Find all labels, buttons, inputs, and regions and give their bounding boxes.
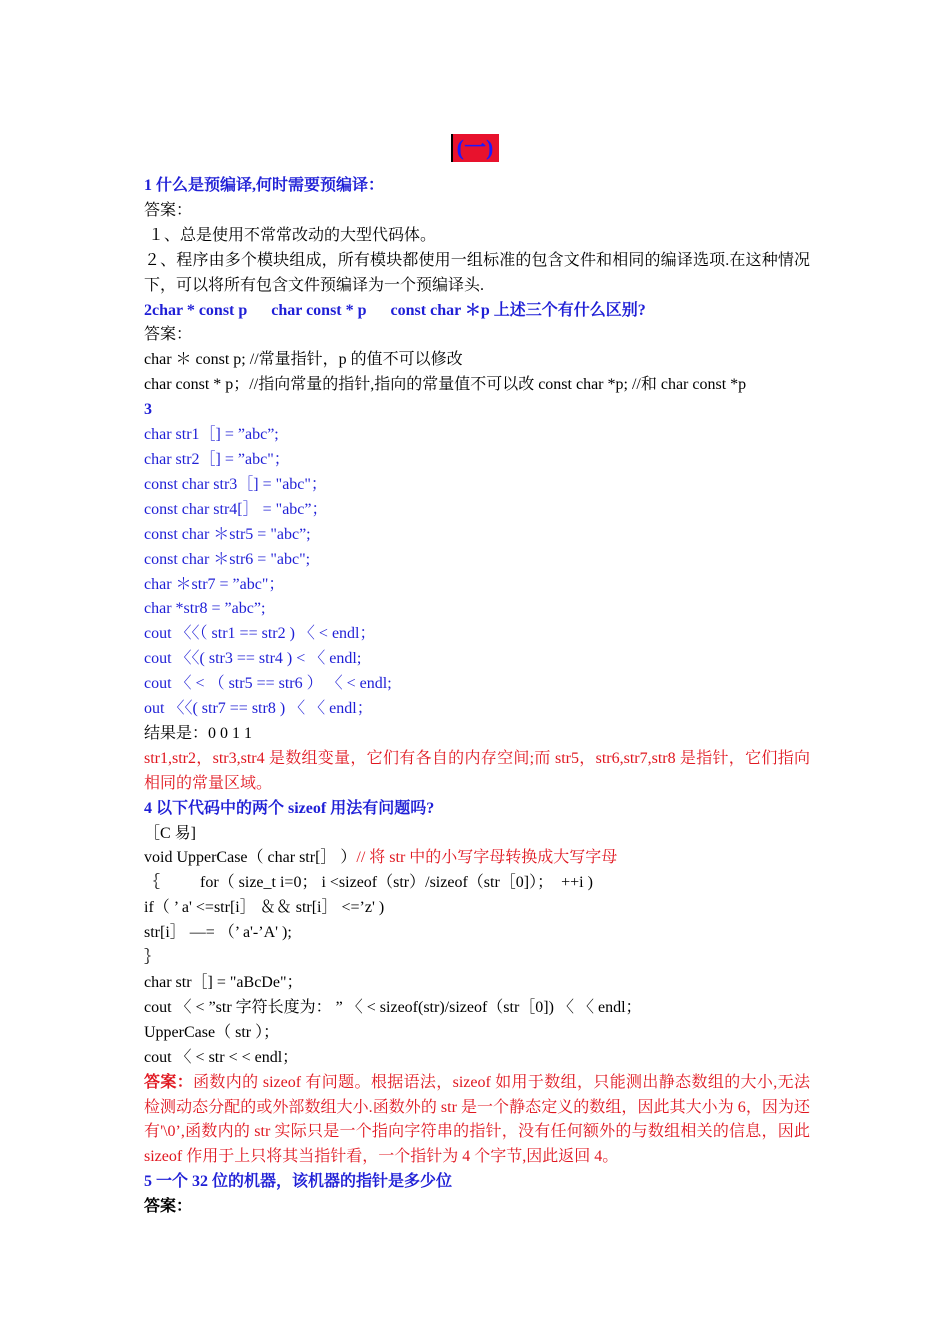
document-body bbox=[144, 174, 810, 1220]
question-2: 2char * const p char const * p const char ＊p 上述三个有什么区别? bbox=[144, 301, 646, 319]
question-3: 3 bbox=[144, 401, 152, 419]
code-line: char str2［] = ”abc"； bbox=[144, 450, 290, 468]
code-line: const char ＊str6 = "abc"; bbox=[144, 550, 311, 568]
code-line: cout 〈 < （ str5 == str6 ） 〈 < endl; bbox=[144, 675, 392, 693]
code-line: const char str4[］ = "abc”； bbox=[144, 500, 328, 518]
code-line: if（ ’ a' <=str[i］ ＆＆ str[i］ <=’z' ) bbox=[144, 899, 385, 917]
code-line: char ＊str7 = ”abc"； bbox=[144, 575, 285, 593]
code-line: cout 〈 < str < < endl； bbox=[144, 1048, 299, 1066]
code-line: str[i］ —= （’ a'-’A' ); bbox=[144, 924, 292, 942]
explanation-3: str1,str2，str3,str4 是数组变量，它们有各自的内存空间;而 str5，str6,str7,str8 是指针，它们指向相同的常量区域。 bbox=[144, 749, 810, 792]
answer-2-line-1: char ＊ const p; //常量指针，p 的值不可以修改 bbox=[144, 351, 463, 369]
code-line: const char str3［] = "abc"； bbox=[144, 475, 327, 493]
code-line: char str1［] = ”abc”; bbox=[144, 426, 279, 444]
answer-label-4: 答案： bbox=[144, 1073, 194, 1091]
answer-1-item-1: １、总是使用不常常改动的大型代码体。 bbox=[144, 226, 437, 244]
code-line: UpperCase（ str ）； bbox=[144, 1023, 280, 1041]
signature-code: void UpperCase（ char str[］ ） bbox=[144, 849, 357, 867]
answer-2-line-2: char const * p；//指向常量的指针,指向的常量值不可以改 const char *p; //和 char const *p bbox=[144, 376, 747, 394]
difficulty-tag: ［C 易] bbox=[144, 824, 197, 842]
title-container bbox=[0, 134, 950, 162]
function-signature bbox=[144, 846, 810, 871]
code-line: const char ＊str5 = "abc”; bbox=[144, 525, 311, 543]
code-line: ｛ for（ size_t i=0； i <sizeof（str）/sizeof（str［0]）； ++i ) bbox=[144, 874, 593, 892]
code-line: cout 〈 < ”str 字符长度为： ” 〈 < sizeof(str)/sizeof（str［0]) 〈 〈 endl； bbox=[144, 998, 642, 1016]
result-line: 结果是：0 0 1 1 bbox=[144, 724, 253, 742]
code-line: ｝ bbox=[144, 949, 161, 967]
question-5: 5 一个 32 位的机器，该机器的指针是多少位 bbox=[144, 1173, 453, 1191]
question-4: 4 以下代码中的两个 sizeof 用法有问题吗? bbox=[144, 799, 435, 817]
code-line: char str［] = "aBcDe"； bbox=[144, 974, 303, 991]
code-line: cout 〈〈( str3 == str4 ) < 〈 endl; bbox=[144, 650, 362, 668]
code-line: cout 〈〈（ str1 == str2 ) 〈 < endl； bbox=[144, 625, 376, 643]
code-line: out 〈〈( str7 == str8 ) 〈 〈 endl； bbox=[144, 700, 373, 718]
answer-1-item-2: ２、程序由多个模块组成，所有模块都使用一组标准的包含文件和相同的编译选项.在这种情况下，可以将所有包含文件预编译为一个预编译头. bbox=[144, 251, 810, 294]
answer-4 bbox=[144, 1071, 810, 1171]
code-line: char *str8 = ”abc”; bbox=[144, 600, 266, 618]
section-title: (一) bbox=[451, 134, 500, 162]
answer-label-2: 答案： bbox=[144, 326, 193, 344]
answer-4-text: 函数内的 sizeof 有问题。根据语法，sizeof 如用于数组，只能测出静态数组的大小,无法检测动态分配的或外部数组大小.函数外的 str 是一个静态定义的数组，因此其大小为 6，因为还有'\0’,函数内的 str 实际只是一个指向字符串的指针，没有任何额外的与数组相关的信息，因此 sizeof 作用于上只将其当指针看，一个指针为 4 个字节,因此返回 4。 bbox=[144, 1073, 810, 1166]
answer-label-1: 答案： bbox=[144, 201, 193, 219]
question-1: 1 什么是预编译,何时需要预编译： bbox=[144, 177, 385, 194]
signature-comment: // 将 str 中的小写字母转换成大写字母 bbox=[356, 849, 618, 867]
answer-label-5: 答案： bbox=[144, 1198, 193, 1216]
